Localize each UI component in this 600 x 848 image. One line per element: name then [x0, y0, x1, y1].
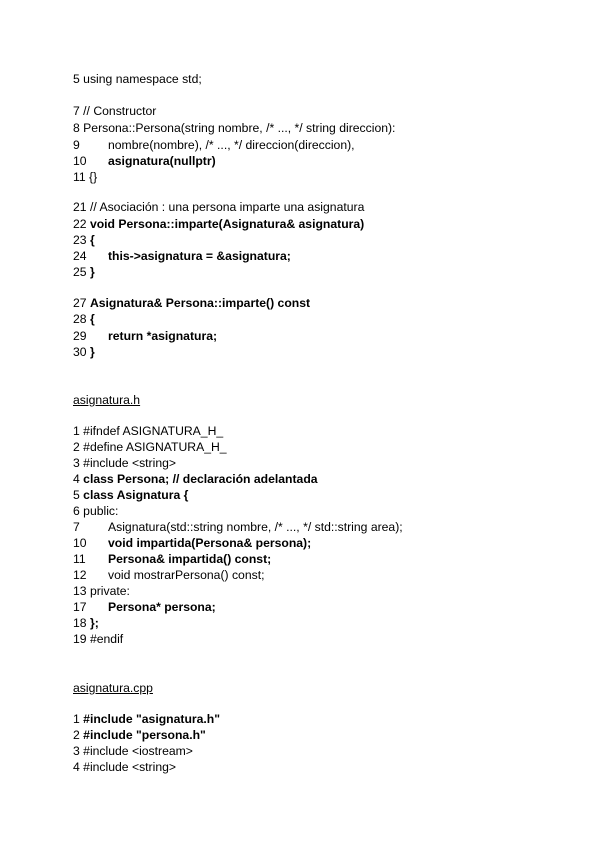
line-number: 29 [73, 329, 87, 343]
code-text: // Asociación : una persona imparte una asignatura [89, 200, 365, 214]
code-text: Asignatura(std::string nombre, /* ..., */ std::string area); [108, 520, 403, 534]
code-text: public: [83, 504, 119, 518]
line-number: 8 [73, 121, 80, 135]
line-number: 10 [73, 154, 87, 168]
code-text: Persona* persona; [108, 600, 216, 614]
line-number: 12 [73, 568, 87, 582]
code-line [73, 295, 310, 311]
code-text: this->asignatura = &asignatura; [108, 249, 291, 263]
code-text: asignatura(nullptr) [108, 154, 216, 168]
code-line [73, 439, 227, 455]
line-number: 5 [73, 72, 80, 86]
code-line [73, 153, 87, 169]
code-line [73, 631, 123, 647]
code-line [73, 487, 188, 503]
code-text: void impartida(Persona& persona); [108, 536, 312, 550]
code-text: #ifndef ASIGNATURA_H_ [83, 424, 224, 438]
code-line [73, 519, 80, 535]
line-number: 11 [73, 170, 86, 184]
code-text: void Persona::imparte(Asignatura& asignatura) [89, 217, 365, 231]
code-line [73, 471, 318, 487]
code-line [73, 199, 364, 215]
code-text: nombre(nombre), /* ..., */ direccion(direccion), [108, 138, 355, 152]
code-line [73, 535, 87, 551]
code-text: #include <string> [83, 760, 176, 774]
code-text: #include <iostream> [83, 744, 193, 758]
code-text: using namespace std; [83, 72, 202, 86]
code-line [73, 71, 202, 87]
code-text: { [89, 312, 95, 326]
line-number: 24 [73, 249, 87, 263]
code-text: #define ASIGNATURA_H_ [83, 440, 227, 454]
file-heading-asignatura-h: asignatura.h [73, 393, 141, 407]
code-text: Asignatura& Persona::imparte() const [89, 296, 311, 310]
line-number: 1 [73, 424, 80, 438]
code-text: #include "asignatura.h" [83, 712, 221, 726]
code-text: #include <string> [83, 456, 176, 470]
code-line [73, 232, 95, 248]
line-number: 23 [73, 233, 87, 247]
line-number: 2 [73, 728, 80, 742]
code-line [73, 344, 95, 360]
code-text: #include "persona.h" [83, 728, 206, 742]
code-text: #endif [89, 632, 124, 646]
code-line [73, 120, 395, 136]
code-line [73, 759, 176, 775]
line-number: 28 [73, 312, 87, 326]
line-number: 9 [73, 138, 80, 152]
line-number: 2 [73, 440, 80, 454]
code-line [73, 599, 87, 615]
line-number: 13 [73, 584, 87, 598]
line-number: 19 [73, 632, 87, 646]
line-number: 30 [73, 345, 87, 359]
file-heading-asignatura-cpp: asignatura.cpp [73, 681, 153, 695]
line-number: 6 [73, 504, 80, 518]
code-line [73, 567, 87, 583]
code-line [73, 551, 86, 567]
code-text: void mostrarPersona() const; [108, 568, 265, 582]
code-text: { [89, 233, 95, 247]
code-line [73, 216, 364, 232]
code-line [73, 615, 99, 631]
code-text: }; [89, 616, 99, 630]
code-line [73, 583, 130, 599]
line-number: 5 [73, 488, 80, 502]
code-line [73, 103, 156, 119]
code-text: Persona& impartida() const; [108, 552, 272, 566]
line-number: 3 [73, 744, 80, 758]
code-text: Persona::Persona(string nombre, /* ..., */ string direccion): [83, 121, 396, 135]
code-line [73, 423, 223, 439]
code-text: class Persona; // declaración adelantada [83, 472, 318, 486]
line-number: 18 [73, 616, 87, 630]
code-text: return *asignatura; [108, 329, 218, 343]
code-line [73, 264, 95, 280]
code-text: } [89, 265, 95, 279]
code-line [73, 503, 118, 519]
line-number: 17 [73, 600, 87, 614]
code-text: private: [89, 584, 130, 598]
code-line [73, 248, 87, 264]
code-line [73, 328, 87, 344]
code-line [73, 743, 193, 759]
line-number: 4 [73, 472, 80, 486]
code-line [73, 137, 80, 153]
code-line [73, 455, 176, 471]
line-number: 21 [73, 200, 87, 214]
line-number: 7 [73, 520, 80, 534]
line-number: 25 [73, 265, 87, 279]
code-line [73, 169, 97, 185]
line-number: 3 [73, 456, 80, 470]
line-number: 7 [73, 104, 80, 118]
code-text: class Asignatura { [83, 488, 189, 502]
line-number: 11 [73, 552, 86, 566]
code-line [73, 311, 95, 327]
line-number: 1 [73, 712, 80, 726]
code-line [73, 727, 206, 743]
code-text: {} [89, 170, 98, 184]
line-number: 4 [73, 760, 80, 774]
code-line [73, 711, 220, 727]
line-number: 22 [73, 217, 87, 231]
line-number: 10 [73, 536, 87, 550]
line-number: 27 [73, 296, 87, 310]
code-text: } [89, 345, 95, 359]
code-text: // Constructor [83, 104, 157, 118]
